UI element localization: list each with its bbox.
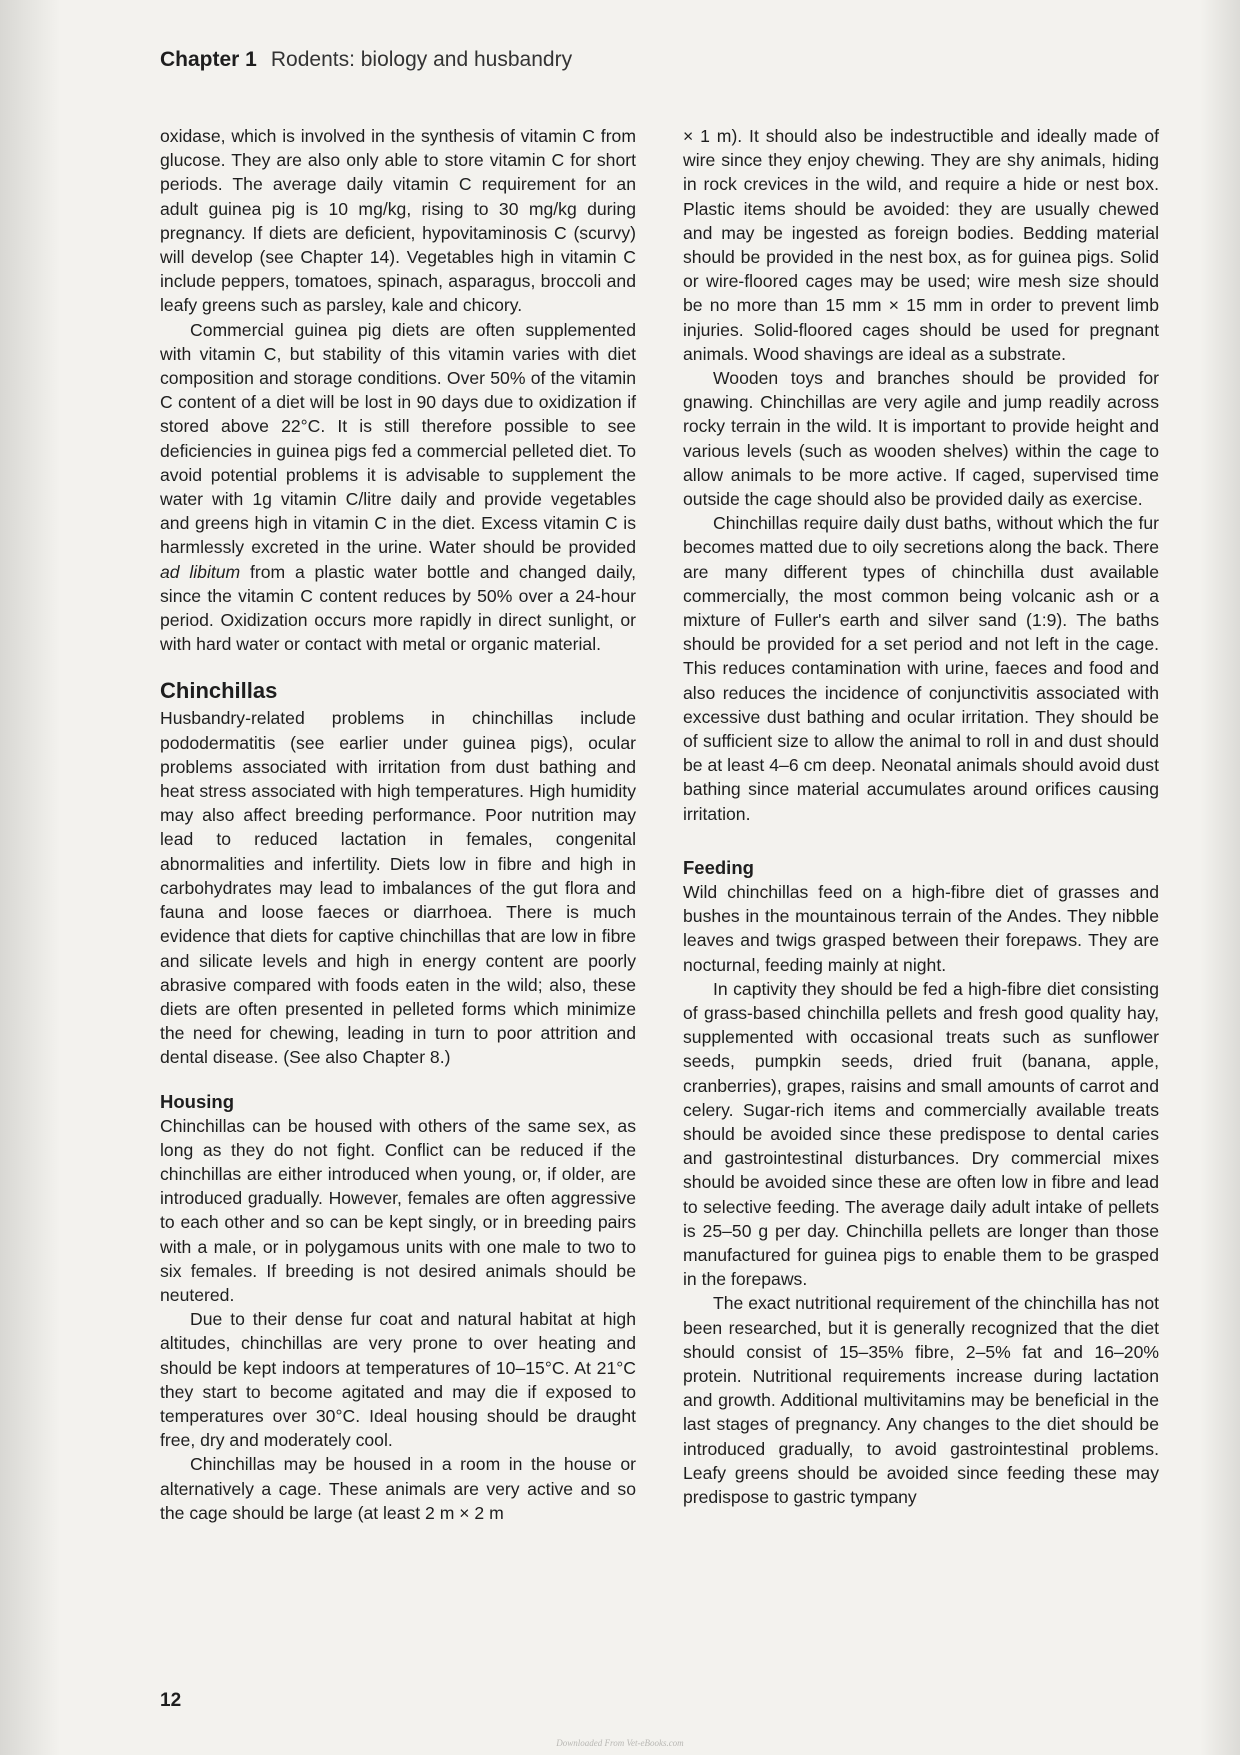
right-column xyxy=(683,124,1159,1509)
download-watermark: Downloaded From Vet-eBooks.com xyxy=(556,1738,684,1748)
paragraph: In captivity they should be fed a high-fibre diet consisting of grass-based chinchilla pellets and fresh good quality hay, supplemented with occasional treats such as sunflower seeds, pumpkin seeds, dried fruit (banana, apple, cranberries), grapes, raisins and small amounts of carrot and celery. Sugar-rich items and commercially available treats should be avoided since these predispose to dental caries and gastrointestinal disturbances. Dry commercial mixes should be avoided since these are often low in fibre and lead to selective feeding. The average daily adult intake of pellets is 25–50 g per day. Chinchilla pellets are longer than those manufactured for guinea pigs to enable them to be grasped in the forepaws. xyxy=(683,978,1159,1290)
left-column xyxy=(160,124,636,1525)
subheading-feeding: Feeding xyxy=(683,856,754,878)
paragraph: Chinchillas require daily dust baths, without which the fur becomes matted due to oily secretions along the back. There are many different types of chinchilla dust available commercially, the most common being volcanic ash or a mixture of Fuller's earth and silver sand (1:9). The baths should be provided for a set period and not left in the cage. This reduces contamination with urine, faeces and food and also reduces the incidence of conjunctivitis associated with excessive dust bathing and ocular irritation. They should be of sufficient size to allow the animal to roll in and dust should be at least 4–6 cm deep. Neonatal animals should avoid dust bathing since material accumulates around orifices causing irritation. xyxy=(683,513,1159,824)
subheading-housing: Housing xyxy=(160,1090,234,1112)
page-edge-shadow-right xyxy=(1200,0,1240,1755)
section-heading-chinchillas: Chinchillas xyxy=(160,678,278,704)
chapter-title: Rodents: biology and husbandry xyxy=(270,48,573,71)
paragraph xyxy=(160,318,636,657)
paragraph-text: Commercial guinea pig diets are often supplemented with vitamin C, but stability of this vitamin varies with diet composition and storage conditions. Over 50% of the vitamin C content of a diet will be lost in 90 days due to oxidization if stored above 22°C. It is still therefore possible to see deficiencies in guinea pigs fed a commercial pelleted diet. To avoid potential problems it is advisable to supplement the water with 1g vitamin C/litre daily and provide vegetables and greens high in vitamin C in the diet. Excess vitamin C is harmlessly excreted in the urine. Water should be provided xyxy=(160,319,636,558)
paragraph: × 1 m). It should also be indestructible and ideally made of wire since they enjoy chewing. They are shy animals, hiding in rock crevices in the wild, and require a hide or nest box. Plastic items should be avoided: they are usually chewed and may be ingested as foreign bodies. Bedding material should be provided in the nest box, as for guinea pigs. Solid or wire-floored cages may be used; wire mesh size should be no more than 15 mm × 15 mm in order to prevent limb injuries. Solid-floored cages should be used for pregnant animals. Wood shavings are ideal as a substrate. xyxy=(683,126,1159,364)
running-head xyxy=(160,48,572,72)
paragraph: Due to their dense fur coat and natural habitat at high altitudes, chinchillas are very prone to over heating and should be kept indoors at temperatures of 10–15°C. At 21°C they start to become agitated and may die if exposed to temperatures over 30°C. Ideal housing should be draught free, dry and moderately cool. xyxy=(160,1309,636,1451)
paragraph: The exact nutritional requirement of the chinchilla has not been researched, but it is generally recognized that the diet should consist of 15–35% fibre, 2–5% fat and 16–20% protein. Nutritional requirements increase during lactation and growth. Additional multivitamins may be beneficial in the last stages of pregnancy. Any changes to the diet should be introduced gradually, to avoid gastrointestinal problems. Leafy greens should be avoided since feeding these may predispose to gastric tympany xyxy=(683,1293,1159,1507)
page-edge-shadow-left xyxy=(0,0,60,1755)
page-number: 12 xyxy=(160,1690,182,1711)
italic-term: ad libitum xyxy=(160,561,241,582)
chapter-label: Chapter 1 xyxy=(160,48,257,71)
paragraph: Chinchillas may be housed in a room in the house or alternatively a cage. These animals are very active and so the cage should be large (at least 2 m × 2 m xyxy=(160,1454,636,1523)
paragraph: oxidase, which is involved in the synthesis of vitamin C from glucose. They are also only able to store vitamin C for short periods. The average daily vitamin C requirement for an adult guinea pig is 10 mg/kg, rising to 30 mg/kg during pregnancy. If diets are deficient, hypovitaminosis C (scurvy) will develop (see Chapter 14). Vegetables high in vitamin C include peppers, tomatoes, spinach, asparagus, broccoli and leafy greens such as parsley, kale and chicory. xyxy=(160,126,636,316)
paragraph: Wild chinchillas feed on a high-fibre diet of grasses and bushes in the mountainous terrain of the Andes. They nibble leaves and twigs grasped between their forepaws. They are nocturnal, feeding mainly at night. xyxy=(683,881,1159,975)
paragraph: Chinchillas can be housed with others of the same sex, as long as they do not fight. Conflict can be reduced if the chinchillas are either introduced when young, or, if older, are introduced gradually. However, females are often aggressive to each other and so can be kept singly, or in breeding pairs with a male, or in polygamous units with one male to two to six females. If breeding is not desired animals should be neutered. xyxy=(160,1115,636,1305)
paragraph: Wooden toys and branches should be provided for gnawing. Chinchillas are very agile and jump readily across rocky terrain in the wild. It is important to provide height and various levels (such as wooden shelves) within the cage to allow animals to be more active. If caged, supervised time outside the cage should also be provided daily as exercise. xyxy=(683,368,1159,510)
paragraph: Husbandry-related problems in chinchillas include pododermatitis (see earlier under guinea pigs), ocular problems associated with irritation from dust bathing and heat stress associated with high temperatures. High humidity may also affect breeding performance. Poor nutrition may lead to reduced lactation in females, congenital abnormalities and infertility. Diets low in fibre and high in carbohydrates may lead to imbalances of the gut flora and fauna and loose faeces or diarrhoea. There is much evidence that diets for captive chinchillas that are low in fibre and silicate levels and high in energy content are poorly abrasive compared with foods eaten in the wild; also, these diets are often presented in pelleted forms which minimize the need for chewing, leading in turn to poor attrition and dental disease. (See also Chapter 8.) xyxy=(160,708,636,1068)
paragraph-text: from a plastic water bottle and changed daily, since the vitamin C content reduces by 50% over a 24-hour period. Oxidization occurs more rapidly in direct sunlight, or with hard water or contact with metal or organic material. xyxy=(160,561,636,655)
